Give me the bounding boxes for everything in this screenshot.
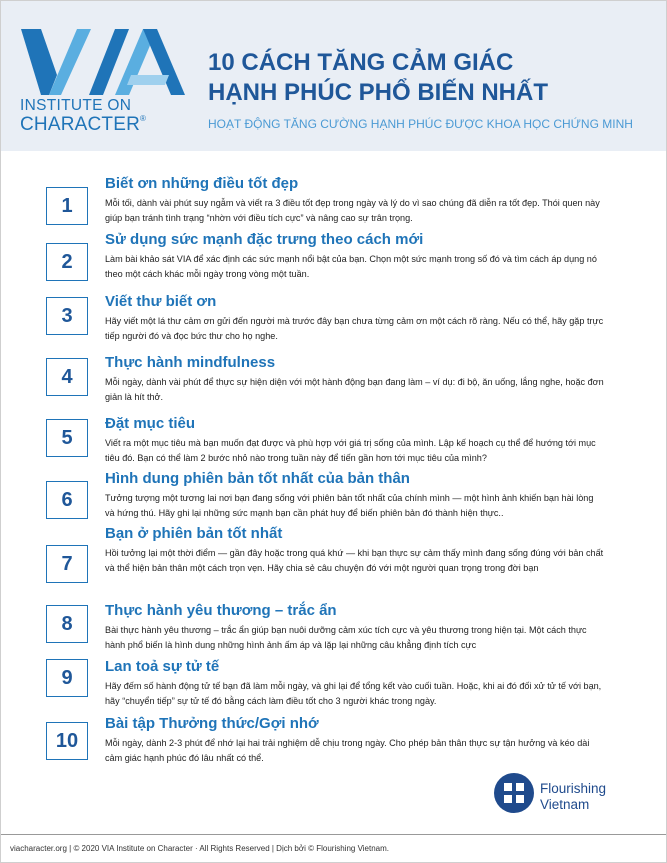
item-title: Biết ơn những điều tốt đẹp bbox=[105, 175, 299, 192]
item-title: Sử dụng sức mạnh đặc trưng theo cách mới bbox=[105, 231, 424, 248]
logo-text-character-word: CHARACTER bbox=[20, 114, 141, 135]
item-number: 2 bbox=[46, 243, 88, 281]
footer bbox=[1, 834, 666, 863]
item-title: Thực hành mindfulness bbox=[105, 354, 276, 371]
item-number: 6 bbox=[46, 481, 88, 519]
item-body: Làm bài khảo sát VIA để xác định các sức mạnh nổi bật của bạn. Chọn một sức mạnh trong số đó và tìm cách áp dụng nó theo một cách khác mỗi ngày trong vòng một tuần. bbox=[105, 254, 597, 279]
item-number: 9 bbox=[46, 659, 88, 697]
item-body: Viết ra một mục tiêu mà bạn muốn đạt được và phù hợp với giá trị sống của mình. Lập kế hoạch cụ thể để hướng tới mục tiêu đó. Bạn có thể làm 2 bước nhỏ nào trong tuần này để tiến gần hơn tới mục tiêu của mình? bbox=[105, 438, 596, 463]
item-number: 8 bbox=[46, 605, 88, 643]
item-body: Hãy viết một lá thư cảm ơn gửi đến người mà trước đây bạn chưa từng cảm ơn một cách rõ ràng. Nếu có thể, hãy gặp trực tiếp người đó và đọc bức thư cho họ nghe. bbox=[105, 316, 604, 341]
item-body: Mỗi ngày, dành 2-3 phút để nhớ lại hai trải nghiệm dễ chịu trong ngày. Cho phép bản thân thực sự tận hưởng và kéo dài cảm giác hạnh phúc đó lâu nhất có thể. bbox=[105, 738, 590, 763]
logo-text-institute: INSTITUTE ON bbox=[20, 97, 132, 114]
item-body: Mỗi tối, dành vài phút suy ngẫm và viết ra 3 điều tốt đẹp trong ngày và lý do vì sao chúng đã diễn ra tốt đẹp. Thói quen này giúp bạn tránh tình trạng “nhờn với điều tích cực” và nâng cao sự trân trọng. bbox=[105, 198, 600, 223]
page-subtitle: HOẠT ĐỘNG TĂNG CƯỜNG HẠNH PHÚC ĐƯỢC KHOA HỌC CHỨNG MINH bbox=[208, 117, 633, 131]
page-title-line2: HẠNH PHÚC PHỔ BIẾN NHẤT bbox=[208, 79, 549, 106]
header-banner bbox=[1, 1, 666, 151]
item-number: 3 bbox=[46, 297, 88, 335]
registered-mark: ® bbox=[140, 114, 147, 123]
page-title-line1: 10 CÁCH TĂNG CẢM GIÁC bbox=[208, 49, 514, 76]
item-body: Hãy đếm số hành động tử tế bạn đã làm mỗi ngày, và ghi lại để tổng kết vào cuối tuần. Hoặc, khi ai đó đối xử tử tế với bạn, hãy “chuyển tiếp” sự tử tế đó bằng cách làm điều tốt cho 3 người khác trong ngày. bbox=[105, 681, 602, 706]
item-number: 5 bbox=[46, 419, 88, 457]
flourishing-vietnam-logo bbox=[493, 772, 535, 819]
via-logo bbox=[19, 27, 189, 97]
item-body: Hồi tưởng lại một thời điểm — gần đây hoặc trong quá khứ — khi bạn thực sự cảm thấy mình đang sống đúng với bản chất và thể hiện bản thân một cách trọn vẹn. Hãy chia sẻ câu chuyện đó với một người quan trọng trong đời bạn bbox=[105, 548, 604, 573]
flourishing-text-line2: Vietnam bbox=[540, 797, 590, 812]
flourishing-text-line1: Flourishing bbox=[540, 781, 607, 796]
item-title: Đặt mục tiêu bbox=[105, 415, 196, 432]
item-body: Bài thực hành yêu thương – trắc ẩn giúp bạn nuôi dưỡng cảm xúc tích cực và yêu thương trong hiện tại. Một cách thực hành phổ biến là hình dung những hình ảnh ấm áp và lặp lại những câu khẳng định tích cực bbox=[105, 625, 587, 650]
item-number: 7 bbox=[46, 545, 88, 583]
footer-text: viacharacter.org | © 2020 VIA Institute on Character · All Rights Reserved | Dịch bởi © Flourishing Vietnam. bbox=[10, 844, 389, 853]
item-number: 4 bbox=[46, 358, 88, 396]
item-body: Mỗi ngày, dành vài phút để thực sự hiện diện với một hành động bạn đang làm – ví dụ: đi bộ, ăn uống, lắng nghe, hoặc đơn giản là hít thở. bbox=[105, 377, 604, 402]
item-title: Thực hành yêu thương – trắc ẩn bbox=[105, 602, 337, 619]
item-title: Bài tập Thưởng thức/Gợi nhớ bbox=[105, 715, 319, 732]
via-logo-mark bbox=[19, 27, 189, 97]
item-title: Lan toả sự tử tế bbox=[105, 658, 220, 675]
item-title: Hình dung phiên bản tốt nhất của bản thân bbox=[105, 470, 410, 487]
flourishing-text bbox=[540, 781, 606, 813]
logo-text-character bbox=[20, 114, 146, 136]
item-title: Bạn ở phiên bản tốt nhất bbox=[105, 525, 283, 542]
item-body: Tưởng tượng một tương lai nơi bạn đang sống với phiên bản tốt nhất của chính mình — một hình ảnh khiến bạn hài lòng và hứng thú. Hãy ghi lại những sức mạnh bạn cần phát huy để biến phiên bản đó thành hiện thực.. bbox=[105, 493, 594, 518]
item-number: 1 bbox=[46, 187, 88, 225]
item-title: Viết thư biết ơn bbox=[105, 293, 217, 310]
flourishing-icon bbox=[493, 772, 535, 814]
page-title bbox=[208, 48, 548, 108]
item-number: 10 bbox=[46, 722, 88, 760]
